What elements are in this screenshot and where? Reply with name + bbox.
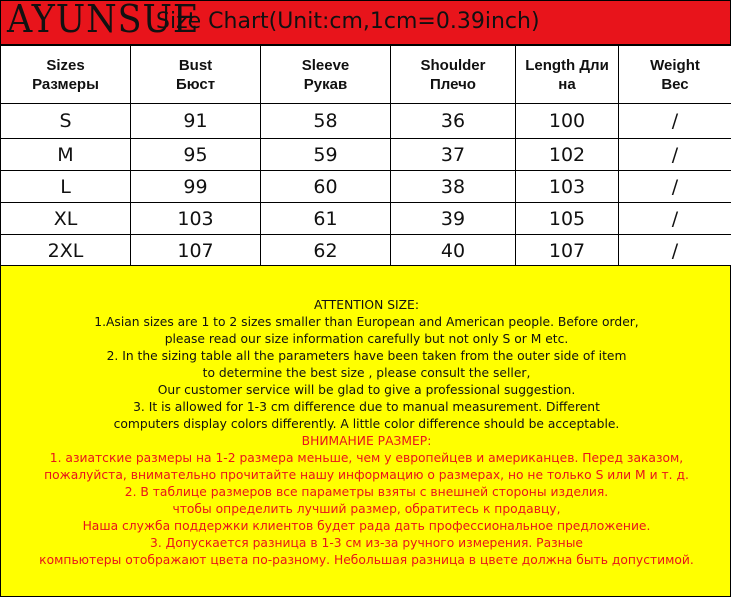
table-row [1,235,731,267]
notes-ru-line: 2. В таблице размеров все параметры взяты с внешней стороны изделия. [124,485,609,499]
size-cell: M [1,139,131,171]
size-table [0,45,731,267]
sleeve-cell: 62 [261,235,391,267]
bust-cell: 99 [131,171,261,203]
header-banner [0,0,731,45]
size-chart-title: Size Chart(Unit:cm,1cm=0.39inch) [156,9,540,34]
notes-en-line: 2. In the sizing table all the parameters have been taken from the outer side of item [106,349,627,363]
notes-en-line: 3. It is allowed for 1-3 cm difference due to manual measurement. Different [133,400,600,414]
length-cell: 103 [516,171,619,203]
bust-cell: 103 [131,203,261,235]
weight-cell: / [619,171,731,203]
notes-ru-line: 1. азиатские размеры на 1-2 размера меньше, чем у европейцев и американцев. Перед заказом, [49,451,684,465]
sleeve-cell: 61 [261,203,391,235]
size-cell: XL [1,203,131,235]
table-row [1,104,731,139]
table-row [1,171,731,203]
notes-ru-line: 3. Допускается разница в 1-3 см из-за ручного измерения. Разные [150,536,583,550]
weight-cell: / [619,235,731,267]
column-header-length: Length Дли на [516,46,619,104]
shoulder-cell: 37 [391,139,516,171]
column-header-sleeve: Sleeve Рукав [261,46,391,104]
table-header-row [1,46,731,104]
shoulder-cell: 36 [391,104,516,139]
notes-en-line: Our customer service will be glad to give a professional suggestion. [157,383,576,397]
attention-notes-panel [0,265,731,597]
bust-cell: 107 [131,235,261,267]
bust-cell: 91 [131,104,261,139]
sleeve-cell: 59 [261,139,391,171]
table-row [1,203,731,235]
notes-en-line: please read our size information carefully but not only S or M etc. [164,332,569,346]
column-header-sizes: Sizes Размеры [1,46,131,104]
length-cell: 105 [516,203,619,235]
notes-en-line: to determine the best size , please consult the seller, [202,366,531,380]
column-header-bust: Bust Бюст [131,46,261,104]
notes-en-line: computers display colors differently. A little color difference should be acceptable. [113,417,620,431]
column-header-shoulder: Shoulder Плечо [391,46,516,104]
notes-en-line: 1.Asian sizes are 1 to 2 sizes smaller than European and American people. Before order, [94,315,639,329]
length-cell: 107 [516,235,619,267]
table-row [1,139,731,171]
notes-ru-line: компьютеры отображают цвета по-разному. Небольшая разница в цвете должна быть допустимой. [39,553,694,567]
shoulder-cell: 38 [391,171,516,203]
weight-cell: / [619,139,731,171]
column-header-weight: Weight Вес [619,46,731,104]
brand-logo: AYUNSUE [7,0,200,41]
length-cell: 100 [516,104,619,139]
notes-ru-heading: ВНИМАНИЕ РАЗМЕР: [301,434,432,448]
sleeve-cell: 58 [261,104,391,139]
shoulder-cell: 39 [391,203,516,235]
notes-ru-line: Наша служба поддержки клиентов будет рада дать профессиональное предложение. [82,519,651,533]
size-cell: 2XL [1,235,131,267]
weight-cell: / [619,104,731,139]
shoulder-cell: 40 [391,235,516,267]
notes-ru-line: пожалуйста, внимательно прочитайте нашу информацию о размерах, но не только S или M и т. д. [44,468,689,482]
bust-cell: 95 [131,139,261,171]
weight-cell: / [619,203,731,235]
sleeve-cell: 60 [261,171,391,203]
notes-ru-line: чтобы определить лучший размер, обратитесь к продавцу, [172,502,561,516]
size-cell: L [1,171,131,203]
notes-en-heading: ATTENTION SIZE: [314,298,419,312]
length-cell: 102 [516,139,619,171]
size-cell: S [1,104,131,139]
